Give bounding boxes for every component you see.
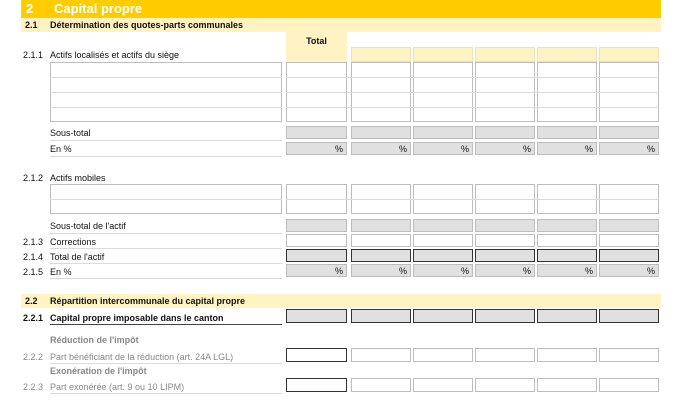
section-header (21, 0, 661, 18)
row-label-actifs-localises: Actifs localisés et actifs du siège (50, 50, 180, 60)
en-pct-commune-cell (413, 142, 473, 155)
row-divider (50, 77, 282, 78)
pct-sign: % (584, 144, 593, 154)
row-label-sous-total: Sous-total (50, 128, 91, 138)
sous-total-total-cell (286, 126, 347, 139)
commune-column-header (475, 47, 535, 62)
row-number-2-2-3: 2.2.3 (23, 382, 44, 392)
en-pct2-commune-cell (413, 264, 473, 277)
row-label-part-reduction: Part bénéficiant de la réduction (art. 24A LGL) (50, 352, 234, 362)
heading-exoneration-impot: Exonération de l'impôt (50, 366, 147, 376)
commune-column-header (599, 47, 659, 62)
row-number-2-1-2: 2.1.2 (23, 173, 44, 183)
subsection-header-2-1 (21, 18, 661, 32)
pct-sign: % (646, 266, 655, 276)
row-number-2-1-3: 2.1.3 (23, 237, 44, 247)
row-label-total-actif: Total de l'actif (50, 252, 105, 262)
sous-total-commune-cell (537, 126, 597, 139)
pct-sign: % (334, 144, 343, 154)
row-number-2-2-2: 2.2.2 (23, 352, 44, 362)
total-actif-commune-cell (599, 249, 659, 262)
pct-sign: % (398, 144, 407, 154)
capital-imposable-commune-cell (475, 309, 535, 323)
row-divider (50, 363, 282, 364)
row-label-sous-total-actif: Sous-total de l'actif (50, 221, 126, 231)
corrections-commune-cell[interactable] (413, 234, 473, 247)
commune-column-header (413, 47, 473, 62)
part-exoneree-commune-cell[interactable] (537, 378, 597, 392)
section-title: Capital propre (54, 1, 143, 16)
sous-total-commune-cell (351, 126, 411, 139)
row-number-2-2-1: 2.2.1 (23, 313, 44, 323)
subsection-title: Détermination des quotes-parts communales (50, 20, 244, 30)
en-pct2-total-cell (286, 264, 347, 277)
subsection-header-2-2 (21, 294, 661, 308)
sous-total-actif-commune-cell (599, 219, 659, 232)
sous-total-actif-commune-cell (475, 219, 535, 232)
row-divider (50, 263, 282, 264)
capital-imposable-commune-cell (413, 309, 473, 323)
row-divider (50, 199, 282, 200)
row-divider (50, 278, 282, 279)
sous-total-commune-cell (413, 126, 473, 139)
en-pct-commune-cell (537, 142, 597, 155)
subsection-number: 2.2 (25, 296, 38, 306)
row-label-en-pct: En % (50, 144, 72, 154)
row-divider (50, 107, 282, 108)
sous-total-actif-commune-cell (413, 219, 473, 232)
en-pct-total-cell (286, 142, 347, 155)
row-divider (50, 324, 282, 325)
row-label-capital-propre-imposable: Capital propre imposable dans le canton (50, 313, 224, 323)
row-divider (50, 393, 282, 394)
row-number-2-1-1: 2.1.1 (23, 50, 44, 60)
pct-sign: % (398, 266, 407, 276)
sous-total-actif-total-cell (286, 219, 347, 232)
corrections-total-cell[interactable] (286, 234, 347, 247)
capital-imposable-commune-cell (351, 309, 411, 323)
pct-sign: % (522, 144, 531, 154)
row-number-2-1-4: 2.1.4 (23, 252, 44, 262)
en-pct-commune-cell (599, 142, 659, 155)
total-actif-total-cell (286, 249, 347, 262)
en-pct-commune-cell (475, 142, 535, 155)
capital-imposable-total-cell (286, 309, 347, 323)
pct-sign: % (460, 266, 469, 276)
en-pct2-commune-cell (351, 264, 411, 277)
corrections-commune-cell[interactable] (475, 234, 535, 247)
total-actif-commune-cell (537, 249, 597, 262)
row-divider (50, 92, 282, 93)
total-actif-commune-cell (413, 249, 473, 262)
row-divider (50, 233, 282, 234)
total-actif-commune-cell (351, 249, 411, 262)
row-divider (50, 140, 282, 141)
section-number: 2 (26, 1, 34, 16)
corrections-commune-cell[interactable] (599, 234, 659, 247)
part-reduction-commune-cell[interactable] (475, 348, 535, 362)
part-reduction-commune-cell[interactable] (351, 348, 411, 362)
en-pct2-commune-cell (475, 264, 535, 277)
total-actif-commune-cell (475, 249, 535, 262)
pct-sign: % (522, 266, 531, 276)
sous-total-actif-commune-cell (537, 219, 597, 232)
row-divider (50, 248, 282, 249)
pct-sign: % (460, 144, 469, 154)
row-divider (286, 77, 659, 78)
pct-sign: % (334, 266, 343, 276)
pct-sign: % (646, 144, 655, 154)
row-divider (50, 156, 282, 157)
part-exoneree-commune-cell[interactable] (599, 378, 659, 392)
total-column-header: Total (286, 32, 347, 62)
part-exoneree-commune-cell[interactable] (413, 378, 473, 392)
corrections-commune-cell[interactable] (351, 234, 411, 247)
commune-column-header (351, 47, 411, 62)
sous-total-actif-commune-cell (351, 219, 411, 232)
part-exoneree-total-cell[interactable] (286, 378, 347, 392)
corrections-commune-cell[interactable] (537, 234, 597, 247)
sous-total-commune-cell (599, 126, 659, 139)
en-pct-commune-cell (351, 142, 411, 155)
commune-column-header (537, 47, 597, 62)
part-reduction-commune-cell[interactable] (537, 348, 597, 362)
row-divider (286, 107, 659, 108)
part-reduction-total-cell[interactable] (286, 348, 347, 362)
part-exoneree-commune-cell[interactable] (475, 378, 535, 392)
heading-reduction-impot: Réduction de l'impôt (50, 335, 139, 345)
row-label-part-exoneree: Part exonérée (art. 9 ou 10 LIPM) (50, 382, 185, 392)
sous-total-commune-cell (475, 126, 535, 139)
subsection-number: 2.1 (25, 20, 38, 30)
subsection-title: Répartition intercommunale du capital propre (50, 296, 246, 306)
row-label-corrections: Corrections (50, 237, 97, 247)
row-divider (286, 92, 659, 93)
row-label-en-pct-2: En % (50, 267, 72, 277)
row-number-2-1-5: 2.1.5 (23, 267, 44, 277)
part-exoneree-commune-cell[interactable] (351, 378, 411, 392)
en-pct2-commune-cell (599, 264, 659, 277)
part-reduction-commune-cell[interactable] (413, 348, 473, 362)
en-pct2-commune-cell (537, 264, 597, 277)
pct-sign: % (584, 266, 593, 276)
row-divider (286, 199, 659, 200)
part-reduction-commune-cell[interactable] (599, 348, 659, 362)
capital-imposable-commune-cell (537, 309, 597, 323)
row-label-actifs-mobiles: Actifs mobiles (50, 173, 106, 183)
capital-imposable-commune-cell (599, 309, 659, 323)
